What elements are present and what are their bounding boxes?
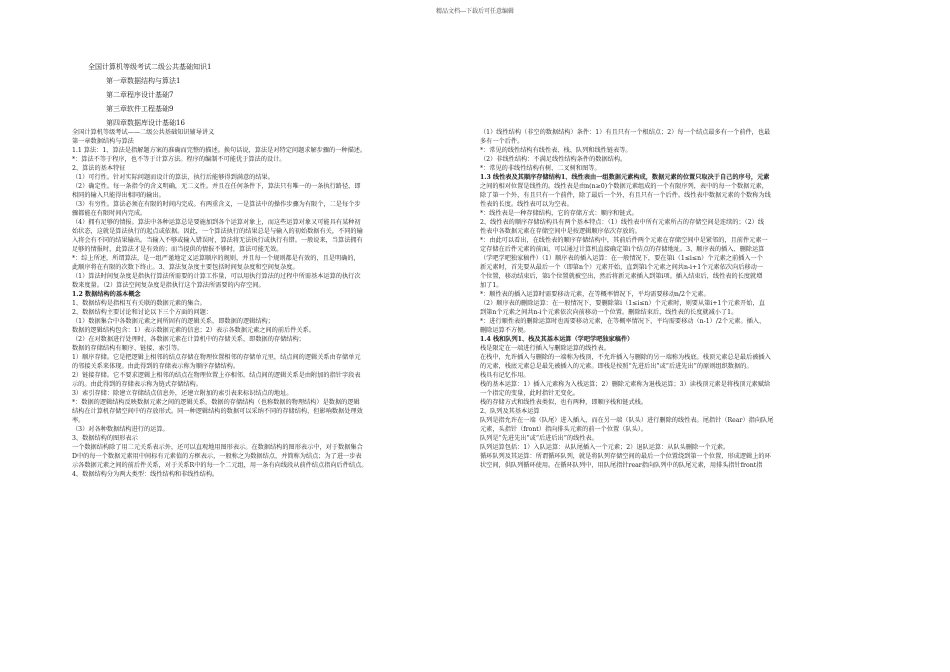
text-line: *：算法不等于程序，也不等于计算方法。程序的编制不可能优于算法的设计。 <box>72 156 286 163</box>
text-line: 入将会有不同的结果输出。当输入不够或输入错误时，算法将无法执行或执行有错。一般说来，当算法拥有 <box>72 237 363 244</box>
text-line: 一个指定的变量，此时指针无变化。 <box>480 390 579 397</box>
text-line: 2、数据结构主要讨论和讨论以下三个方面的问题： <box>72 309 213 316</box>
text-line: 队列是“先进先出”或“后进后出”的线性表。 <box>480 435 598 442</box>
text-line: 示的。由此得到的存储表示称为链式存储结构。 <box>72 381 202 388</box>
toc-entry[interactable]: 第四章数据库设计基础16 <box>106 119 185 127</box>
text-line: 示各数据元素之间的前后件关系，对于关系R中的每一个二元组，用一条有向线段从前件结点指向后件结点。 <box>72 462 368 469</box>
toc-entry[interactable]: 第三章软件工程基础9 <box>106 105 174 113</box>
text-line: 个位置，移动结束后，第i个位置就被空出，然后将新元素插入到第i项。插入结束后，线性表的长度就增 <box>480 273 763 280</box>
text-line: *：顺性表的插入运算时需要移动元素，在等概率情况下，平均需要移动n/2个元素。 <box>480 291 710 298</box>
text-line: 1.2 数据结构的基本概念 <box>72 291 141 298</box>
text-line: 第一章数据结构与算法 <box>72 138 134 145</box>
text-line: 率。 <box>72 417 85 424</box>
text-line: 1.1 算法：1、算法是指解题方案的准确而完整的描述。换句话说，算法是对特定问题求解步骤的一种描述。 <box>72 147 367 154</box>
text-line: 新元素时，首先要从最后一个（即第n个）元素开始，直到第i个元素之间共n-i+1个元素依次向后移动一 <box>480 264 764 271</box>
text-line: 元素，头指针（front）指向排头元素的前一个位置（队头）。 <box>480 426 648 433</box>
text-line: 队列是指允许在一端（队尾）进入插入，而在另一端（队头）进行删除的线性表。尾指针（Rear）指向队尾 <box>480 417 774 424</box>
page-header: 精品文档---下载后可任意编辑 <box>435 8 515 15</box>
text-line: （2）在对数据进行处理时，各数据元素在计算机中的存储关系，即数据的存储结构； <box>72 336 305 343</box>
text-line: 结构在计算机存储空间中的存放形式。同一种逻辑结构的数据可以采纳不同的存储结构，但影响数据处理效 <box>72 408 363 415</box>
text-line: 骤都能在有限时间内完成。 <box>72 210 147 217</box>
text-line: （1）线性结构（非空的数据结构）条件：1）有且只有一个根结点；2）每一个结点最多有一个前件，也最 <box>480 129 771 136</box>
text-line: 1.4 栈和队列1、栈及其基本运算（学吧学吧独家稿件） <box>480 336 634 343</box>
text-line: 全国计算机等级考试——二级公共基础知识辅导讲义 <box>72 129 215 136</box>
text-line: （1）数据集合中各数据元素之间所固有的逻辑关系，即数据的逻辑结构； <box>72 318 274 325</box>
text-line: 的邻接关系来体现。由此得到的存储表示称为顺序存储结构。 <box>72 363 240 370</box>
text-line: （1）算法时间复杂度是指执行算法所需要的计算工作量，可以用执行算法的过程中所需基本运算的执行次 <box>72 273 361 280</box>
table-of-contents <box>88 60 211 130</box>
text-line: （3）对各种数据结构进行的运算。 <box>72 426 169 433</box>
text-line: 多有一个后件。 <box>480 138 524 145</box>
text-line: 之间的相对位置是线性的。线性表是由n(n≥0)个数据元素组成的一个有限序列，表中的每一个数据元素， <box>480 183 768 190</box>
text-line: 1、数据结构是指相互有关联的数据元素的集合。 <box>72 300 206 307</box>
text-line: （4）拥有足够的情报。算法中各种运算总是要施加到各个运算对象上，而这些运算对象又可能具有某种初 <box>72 219 361 226</box>
text-line: *：综上所述，所谓算法，是一组严谨地定义运算顺序的规则，并且每一个规则都是有效的，且是明确的， <box>72 255 360 262</box>
text-line: 3、数据结构的图形表示 <box>72 435 138 442</box>
text-line: （学吧学吧独家稿件）（1）顺序表的插入运算：在一般情况下，要在第i（1≤i≤n）个元素之前插入一个 <box>480 255 763 262</box>
text-line: 2、队列及其基本运算 <box>480 408 540 415</box>
text-line: 定存储在后件元素的前面，可以通过计算机直接确定第i个结点的存储地址。3、顺序表的插入、删除运算 <box>480 246 765 253</box>
text-line: 队列运算包括：1）入队运算：从队尾插入一个元素；2）退队运算：从队头删除一个元素。 <box>480 444 730 451</box>
text-line: *：线性表是一种存储结构，它的存储方式：顺序和链式。 <box>480 210 638 217</box>
text-line: 3）索引存储：除建立存储结点信息外，还建立附加的索引表来标识结点的地址。 <box>72 390 293 397</box>
text-line: 1.3 线性表及其顺序存储结构1、线性表由一组数据元素构成，数据元素的位置只取决于自己的序号，元素 <box>480 174 770 181</box>
text-line: 数来度量。（2）算法空间复杂度是指执行这个算法所需要的内存空间。 <box>72 282 265 289</box>
text-line: *：常见的线性结构有线性表、栈、队列和线性链表等。 <box>480 147 632 154</box>
text-line: *：数据的逻辑结构反映数据元素之间的逻辑关系，数据的存储结构（也称数据的物理结构）是数据的逻辑 <box>72 399 360 406</box>
text-line: 加了1。 <box>480 282 503 289</box>
text-line: 栈是限定在一端进行插入与删除运算的线性表。 <box>480 345 610 352</box>
text-line: 数据的存储结构有顺序、链接、索引等。 <box>72 345 184 352</box>
text-line: 删除运算不方便。 <box>480 327 530 334</box>
text-line: 到第n个元素之间共n-i个元素依次向前移动一个位置。删除结束后，线性表的长度就减小了1。 <box>480 309 738 316</box>
text-line: 相同的输入只能得出相同的输出。 <box>72 192 165 199</box>
text-line: 的元素，栈底元素总是最先被插入的元素。即栈是按照“先进后出”或“后进先出”的原则组织数据的。 <box>480 363 753 370</box>
text-line: 栈具有记忆作用。 <box>480 372 530 379</box>
text-line: 循环队列及其运算：所谓循环队列，就是将队列存储空间的最后一个位置绕到第一个位置，形成逻辑上的环 <box>480 453 771 460</box>
text-line: 2）链接存储。它不要求逻辑上相邻的结点在物理位置上亦相邻，结点间的逻辑关系是由附加的指针字段表 <box>72 372 361 379</box>
text-line: 足够的情报时，此算法才是有效的；而当提供的情报不够时，算法可能无效。 <box>72 246 283 253</box>
text-line: D中的每一个数据元素用中间标有元素值的方框表示，一般称之为数据结点，并简称为结点；为了进一步表 <box>72 453 362 460</box>
text-line: 1）顺序存储。它是把逻辑上相邻的结点存储在物理位置相邻的存储单元里，结点间的逻辑关系由存储单元 <box>72 354 361 361</box>
text-line: （2）非线性结构：不满足线性结构条件的数据结构。 <box>480 156 627 163</box>
right-column <box>480 128 880 668</box>
toc-entry[interactable]: 全国计算机等级考试二级公共基础知识1 <box>88 63 212 71</box>
text-line: 性表的长度。线性表可以为空表。 <box>480 201 573 208</box>
text-line: *：进行顺性表的删除运算时也需要移动元素，在等概率情况下，平均需要移动（n-1）/2个元素。插入、 <box>480 318 766 325</box>
text-line: 在栈中，允许插入与删除的一端称为栈顶，不允许插入与删除的另一端称为栈底。栈顶元素总是最后被插入 <box>480 354 771 361</box>
toc-entry[interactable]: 第一章数据结构与算法1 <box>106 77 181 85</box>
text-line: *：由此可以看出，在线性表的顺序存储结构中，其前后件两个元素在存储空间中是紧邻的，且前件元素一 <box>480 237 768 244</box>
text-line: （2）确定性。每一条指令的含义明确，无二义性。并且在任何条件下，算法只有唯一的一条执行路径，即 <box>72 183 361 190</box>
text-line: 2、线性表的顺序存储结构具有两个基本特点：（1）线性表中所有元素所占的存储空间是连续的；（2）线 <box>480 219 765 226</box>
text-line: *：常见的非线性结构有树、二叉树和图等。 <box>480 165 601 172</box>
left-column <box>72 128 464 618</box>
text-line: （3）有穷性。算法必须在有限的时间内完成。有两重含义，一是算法中的操作步骤为有限个，二是每个步 <box>72 201 361 208</box>
text-line: 数据的逻辑结构包含：1）表示数据元素的信息；2）表示各数据元素之间的前后件关系。 <box>72 327 315 334</box>
text-line: 栈的基本运算：1）插入元素称为入栈运算；2）删除元素称为退栈运算；3）读栈顶元素是将栈顶元素赋给 <box>480 381 771 388</box>
text-line: 此顺序将在有限的次数下终止。3、算法复杂度主要包括时间复杂度和空间复杂度。 <box>72 264 299 271</box>
toc-entry[interactable]: 第二章程序设计基础7 <box>106 91 174 99</box>
text-line: 始状态，这就是算法执行的起点或依据。因此，一个算法执行的结果总是与输入的初始数据有关，不同的输 <box>72 228 363 235</box>
text-line: 性表中各数据元素在存储空间中是按逻辑顺序依次存放的。 <box>480 228 641 235</box>
text-line: 除了第一个外，有且只有一个前件，除了最后一个外，有且只有一个后件。线性表中数据元素的个数称为线 <box>480 192 771 199</box>
text-line: （1）可行性。针对实际问题而设计的算法，执行后能够得到满意的结果。 <box>72 174 274 181</box>
text-line: 栈的存储方式和线性表类似，也有两种，即顺序栈和链式栈。 <box>480 399 648 406</box>
text-line: 2、算法的基本特征 <box>72 165 126 172</box>
text-line: 状空间，供队列循环使用。在循环队列中，用队尾指针rear指向队列中的队尾元素，用排头指针front指 <box>480 462 763 469</box>
text-line: 4、数据结构分为两大类型：线性结构和非线性结构。 <box>72 471 219 478</box>
text-line: 一个数据结构除了用二元关系表示外，还可以直观地用图形表示。在数据结构的图形表示中，对于数据集合 <box>72 444 363 451</box>
text-line: （2）顺序表的删除运算：在一般情况下，要删除第i（1≤i≤n）个元素时，则要从第i+1个元素开始，直 <box>480 300 765 307</box>
